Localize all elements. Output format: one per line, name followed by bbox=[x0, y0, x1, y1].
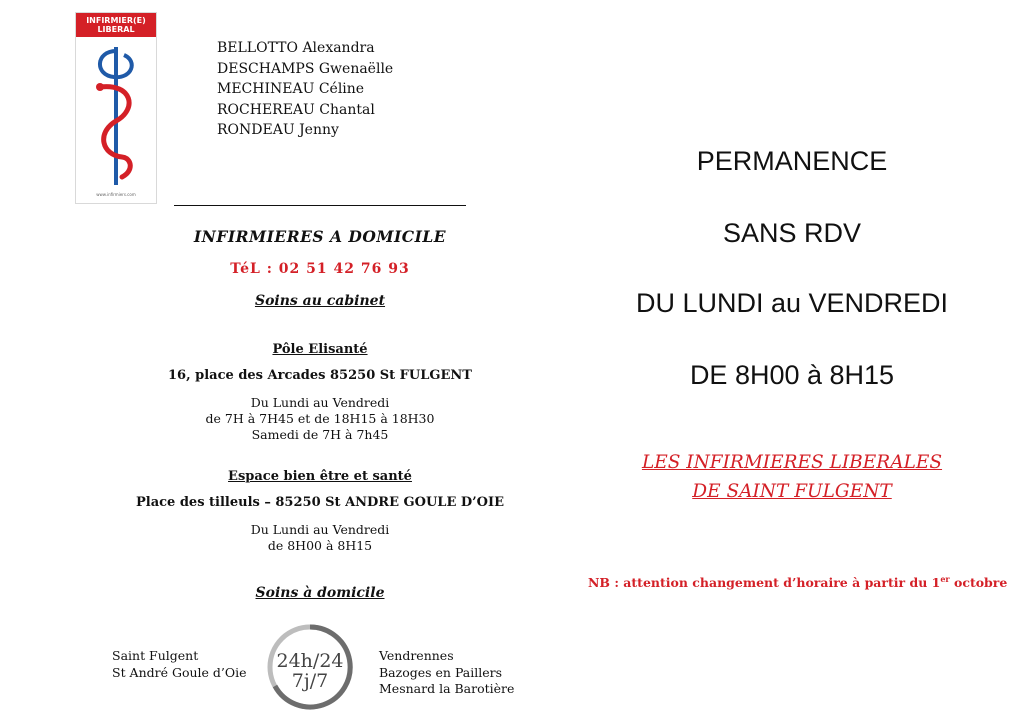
nurse-name: DESCHAMPS Gwenaëlle bbox=[217, 60, 394, 77]
town-name: Bazoges en Paillers bbox=[379, 664, 503, 680]
clock-badge bbox=[266, 623, 354, 711]
opening-hours bbox=[100, 395, 540, 443]
note-superscript: er bbox=[940, 574, 950, 584]
nurse-name: MECHINEAU Céline bbox=[217, 81, 365, 97]
announcement-sans-rdv: SANS RDV bbox=[722, 218, 862, 248]
logo-line1: INFIRMIER(E) bbox=[86, 16, 146, 25]
nurse-name: RONDEAU Jenny bbox=[217, 122, 339, 138]
divider-line bbox=[174, 205, 466, 206]
note-text: NB : attention changement d’horaire à partir du 1 bbox=[588, 575, 941, 591]
announcement-permanence: PERMANENCE bbox=[696, 146, 888, 176]
town-name: St André Goule d’Oie bbox=[112, 664, 247, 680]
nurse-name: BELLOTTO Alexandra bbox=[217, 40, 375, 56]
venue-pole-elisante: Pôle Elisanté bbox=[272, 342, 368, 357]
opening-hours bbox=[100, 522, 540, 554]
town-name: Vendrennes bbox=[379, 648, 454, 663]
logo-line2: LIBERAL bbox=[97, 25, 135, 34]
logo-header-band bbox=[76, 13, 156, 37]
logo-footer-url: www.infirmiers.com bbox=[96, 192, 136, 197]
cabinet-section-title: Soins au cabinet bbox=[254, 293, 386, 309]
town-name: Mesnard la Barotière bbox=[379, 681, 515, 696]
announcement-hours: DE 8H00 à 8H15 bbox=[689, 360, 895, 390]
nurse-names-list bbox=[217, 38, 393, 141]
note-tail: octobre bbox=[949, 575, 1008, 591]
venue-address: Place des tilleuls – 85250 St ANDRE GOULE D’OIE bbox=[135, 495, 504, 510]
logo-infirmier-liberal bbox=[75, 12, 157, 204]
clock-text-7j: 7j/7 bbox=[291, 670, 329, 692]
hours-line: de 7H à 7H45 et de 18H15 à 18H30 bbox=[205, 411, 435, 426]
signature-line: LES INFIRMIERES LIBERALES bbox=[641, 452, 943, 473]
hours-line: Du Lundi au Vendredi bbox=[250, 395, 390, 410]
schedule-change-note bbox=[588, 574, 1018, 590]
towns-left-list bbox=[112, 648, 247, 681]
venue-address: 16, place des Arcades 85250 St FULGENT bbox=[168, 368, 472, 383]
hours-line: Samedi de 7H à 7h45 bbox=[251, 427, 389, 442]
hours-line: de 8H00 à 8H15 bbox=[267, 538, 373, 553]
signature-line: DE SAINT FULGENT bbox=[692, 481, 892, 502]
phone-number: TéL : 02 51 42 76 93 bbox=[230, 261, 410, 277]
caduceus-icon bbox=[76, 37, 156, 187]
venue-espace-bien-etre: Espace bien être et santé bbox=[228, 469, 412, 484]
signature-block bbox=[560, 448, 1024, 506]
town-name: Saint Fulgent bbox=[112, 648, 199, 663]
towns-right-list bbox=[379, 648, 514, 698]
domicile-section-title: Soins à domicile bbox=[255, 585, 385, 601]
hours-line: Du Lundi au Vendredi bbox=[250, 522, 390, 537]
announcement-days: DU LUNDI au VENDREDI bbox=[635, 288, 949, 318]
nurse-name: ROCHEREAU Chantal bbox=[217, 101, 375, 118]
clock-text-24h: 24h/24 bbox=[276, 650, 344, 672]
heading-infirmieres-a-domicile: INFIRMIERES A DOMICILE bbox=[193, 227, 447, 246]
